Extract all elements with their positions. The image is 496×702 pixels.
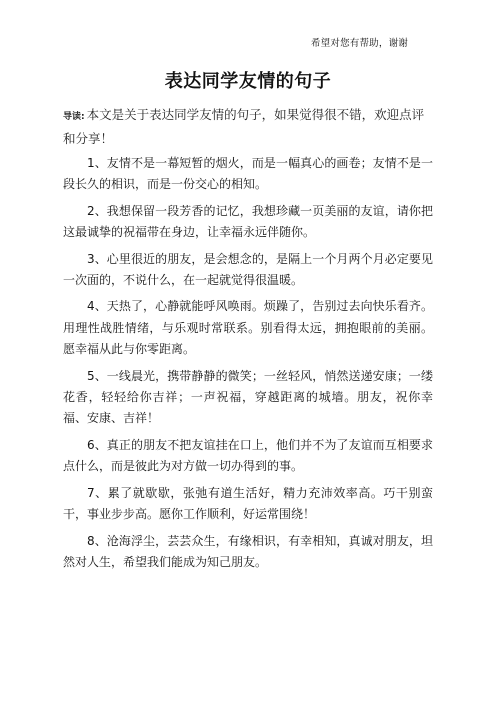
- sentence-item: 4、天热了，心静就能呼风唤雨。烦躁了，告别过去向快乐看齐。用理性战胜情绪，与乐观时常联系。别看得太远，拥抱眼前的美丽。愿幸福从此与你零距离。: [63, 299, 433, 357]
- sentence-item: 6、真正的朋友不把友谊挂在口上，他们并不为了友谊而互相要求点什么，而是彼此为对方做一切办得到的事。: [63, 437, 433, 474]
- sentence-item: 3、心里很近的朋友，是会想念的，是隔上一个月两个月必定要见一次面的，不说什么，在一起就觉得很温暖。: [63, 251, 433, 288]
- sentence-item: 5、一线晨光，携带静静的微笑；一丝轻风，悄然送递安康；一缕花香，轻轻给你吉祥；一声祝福，穿越距离的城墙。朋友，祝你幸福、安康、吉祥！: [63, 368, 433, 426]
- sentence-item: 7、累了就歇歇，张弛有道生活好，精力充沛效率高。巧干别蛮干，事业步步高。愿你工作顺利，好运常围绕！: [63, 485, 433, 522]
- intro-text: 本文是关于表达同学友情的句子，如果觉得很不错，欢迎点评和分享！: [63, 107, 425, 146]
- header-note: 希望对您有帮助，谢谢: [310, 38, 408, 49]
- intro-paragraph: [63, 104, 433, 149]
- intro-label: 导读:: [63, 112, 85, 122]
- sentence-item: 2、我想保留一段芳香的记忆，我想珍藏一页美丽的友谊，请你把这最诚挚的祝福带在身边，让幸福永远伴随你。: [63, 203, 433, 240]
- sentence-list: [63, 153, 433, 578]
- sentence-item: 1、友情不是一幕短暂的烟火，而是一幅真心的画卷；友情不是一段长久的相识，而是一份交心的相知。: [63, 156, 433, 192]
- sentence-item: 8、沧海浮尘，芸芸众生，有缘相识，有幸相知，真诚对朋友，坦然对人生，希望我们能成为知己朋友。: [63, 533, 433, 569]
- document-title: 表达同学友情的句子: [164, 71, 332, 92]
